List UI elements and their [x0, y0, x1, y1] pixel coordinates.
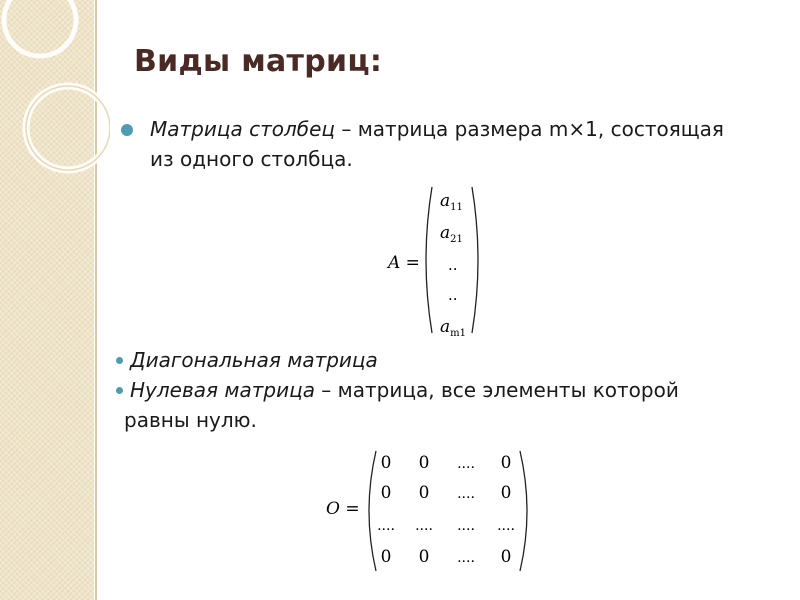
slide-title: Виды матриц:: [134, 44, 383, 79]
matrix-cell: 0: [500, 453, 512, 473]
matrix-entry: ..: [448, 286, 458, 304]
right-paren: [472, 187, 478, 333]
matrix-cell: ....: [377, 518, 395, 534]
matrix-cell: ....: [457, 486, 475, 502]
bullet-term: Матрица столбец: [150, 117, 335, 141]
bullet-column-matrix: [150, 114, 724, 144]
bullet-text: – матрица, все элементы которой: [314, 378, 679, 402]
left-paren: [426, 187, 432, 333]
matrix-cell: ....: [457, 456, 475, 472]
bullet-zero-matrix-line2: равны нулю.: [124, 408, 257, 432]
matrix-cell: 0: [380, 453, 392, 473]
column-matrix-formula: [380, 182, 490, 338]
right-paren: [520, 451, 527, 571]
matrix-lhs: A =: [388, 253, 420, 273]
matrix-cell: 0: [418, 483, 430, 503]
matrix-cell: ....: [497, 518, 515, 534]
matrix-cell: 0: [380, 547, 392, 567]
matrix-entry: ..: [448, 256, 458, 274]
matrix-entry: $a_{21}$: [440, 223, 463, 245]
left-paren: [369, 451, 376, 571]
bullet-dot: [116, 387, 123, 394]
zero-matrix-formula: [324, 448, 534, 574]
bullet-diagonal-matrix: [130, 345, 378, 375]
matrix-cell: 0: [418, 547, 430, 567]
bullet-term: Нулевая матрица: [130, 378, 315, 402]
matrix-cell: ....: [457, 518, 475, 534]
matrix-lhs: O =: [326, 499, 360, 519]
matrix-cell: ....: [415, 518, 433, 534]
decorative-circles: [0, 0, 110, 220]
matrix-cell: ....: [457, 550, 475, 566]
matrix-cell: 0: [500, 547, 512, 567]
bullet-dot: [116, 357, 123, 364]
bullet-dot: [121, 124, 133, 136]
matrix-cell: 0: [418, 453, 430, 473]
matrix-cell: 0: [500, 483, 512, 503]
bullet-text: – матрица размера m×1, состоящая: [335, 117, 724, 141]
matrix-entry: $a_{m1}$: [440, 317, 466, 338]
bullet-zero-matrix: [130, 375, 679, 405]
matrix-entry: $a_{11}$: [440, 191, 463, 213]
matrix-cell: 0: [380, 483, 392, 503]
bullet-column-matrix-line2: из одного столбца.: [150, 147, 353, 171]
bullet-term: Диагональная матрица: [130, 348, 378, 372]
